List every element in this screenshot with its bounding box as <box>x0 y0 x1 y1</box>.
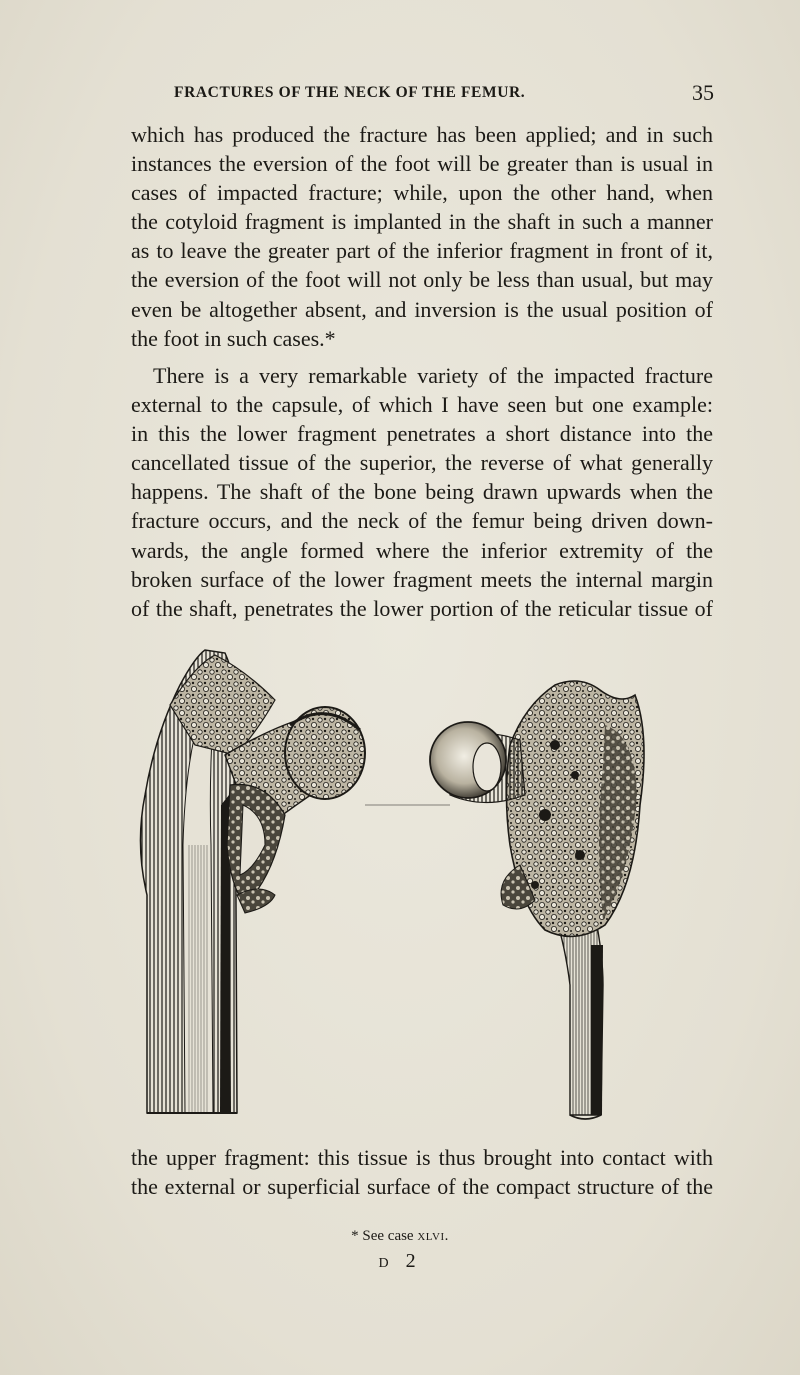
sectioned-femur-left <box>140 650 365 1113</box>
printer-signature <box>0 1250 800 1273</box>
text-line: the cotyloid fragment is implanted in the shaft in such a manner <box>131 209 713 235</box>
text-line: There is a very remarkable variety of the impacted fracture <box>153 363 713 388</box>
text-line: broken surface of the lower fragment meets the internal margin <box>131 566 713 592</box>
running-title: FRACTURES OF THE NECK OF THE FEMUR. <box>174 84 526 101</box>
femur-illustration <box>125 645 665 1125</box>
footnote-marker: * <box>351 1228 359 1244</box>
text-line: of the shaft, penetrates the lower portion of the reticular tissue of <box>131 595 713 621</box>
text-line: instances the eversion of the foot will be greater than is usual in <box>131 151 713 177</box>
text-line: which has produced the fracture has been applied; and in such <box>131 122 713 147</box>
signature-letter: d <box>378 1250 395 1272</box>
running-head <box>174 80 714 108</box>
paragraph-1 <box>131 120 713 353</box>
text-line: cancellated tissue of the superior, the reverse of what generally <box>131 450 713 476</box>
femur-engraving <box>125 645 665 1125</box>
paragraph-3 <box>131 1143 713 1201</box>
signature-number: 2 <box>405 1250 422 1272</box>
text-line: in this the lower fragment penetrates a short distance into the <box>131 421 713 447</box>
text-line: wards, the angle formed where the inferior extremity of the <box>131 537 713 563</box>
footnote <box>0 1228 800 1245</box>
text-line: even be altogether absent, and inversion is the usual position of <box>131 296 713 322</box>
text-line: the upper fragment: this tissue is thus brought into contact with <box>131 1145 713 1170</box>
paragraph-2 <box>131 361 713 623</box>
text-line: cases of impacted fracture; while, upon the other hand, when <box>131 180 713 206</box>
text-line: as to leave the greater part of the inferior fragment in front of it, <box>131 238 713 264</box>
page-number: 35 <box>692 80 714 105</box>
text-line: the foot in such cases.* <box>131 325 336 351</box>
text-line: the eversion of the foot will not only be less than usual, but may <box>131 267 713 293</box>
text-line: fracture occurs, and the neck of the femur being driven down- <box>131 508 713 534</box>
exterior-femur-right <box>365 681 644 1119</box>
text-line: happens. The shaft of the bone being drawn upwards when the <box>131 479 713 505</box>
footnote-case-ref: xlvi. <box>417 1228 449 1244</box>
text-line: external to the capsule, of which I have seen but one example: <box>131 392 713 418</box>
footnote-text: See case <box>362 1228 414 1244</box>
text-line: the external or superficial surface of the compact structure of the <box>131 1174 713 1200</box>
